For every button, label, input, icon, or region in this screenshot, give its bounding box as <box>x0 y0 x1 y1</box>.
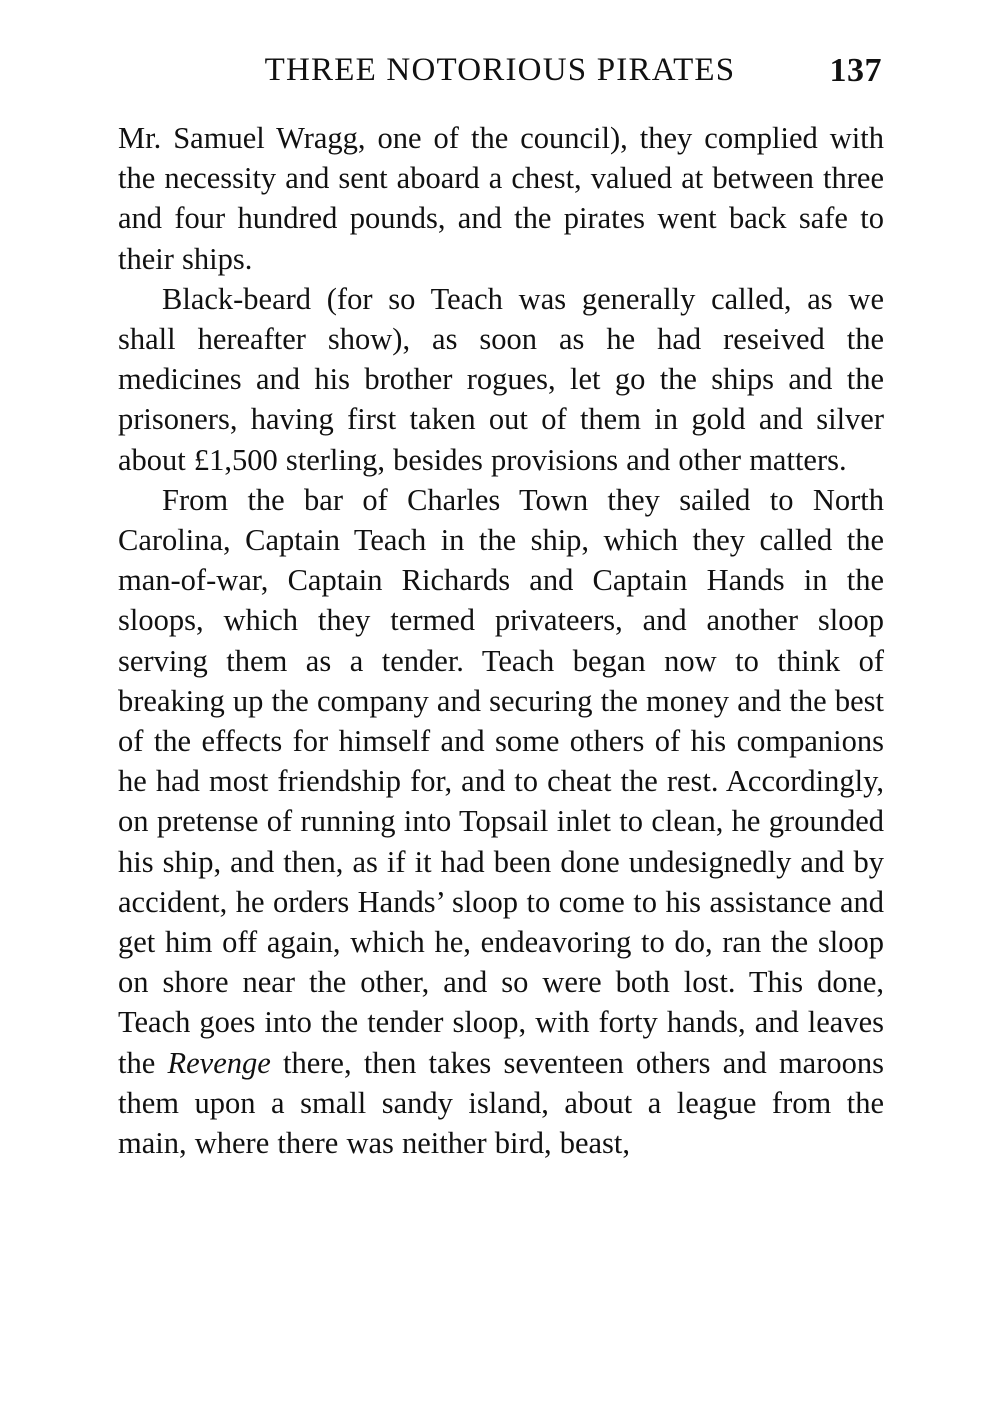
paragraph-3-part-1: From the bar of Charles Town they sailed to North Carolina, Captain Teach in the ship, which they called the man-of-war, Captain Richards and Captain Hands in the sloops, which they termed privateers, and another sloop serving them as a tender. Teach began now to think of breaking up the company and securing the money and the best of the effects for himself and some others of his companions he had most friendship for, and to cheat the rest. Accordingly, on pretense of running into Topsail inlet to clean, he grounded his ship, and then, as if it had been done undesignedly and by accident, he orders Hands’ sloop to come to his assistance and get him off again, which he, endeavoring to do, ran the sloop on shore near the other, and so were both lost. This done, Teach goes into the tender sloop, with forty hands, and leaves the <box>118 482 884 1080</box>
body-text <box>118 118 884 1163</box>
paragraph-3 <box>118 480 884 1163</box>
paragraph-1: Mr. Samuel Wragg, one of the council), they complied with the necessity and sent aboard a chest, valued at between three and four hundred pounds, and the pirates went back safe to their ships. <box>118 121 884 276</box>
italic-ship-name: Revenge <box>167 1045 271 1080</box>
page-number: 137 <box>829 52 882 89</box>
paragraph-2: Black-beard (for so Teach was generally called, as we shall hereafter show), as soon as he had reseived the medicines and his brother rogues, let go the ships and the prisoners, having first taken out of them in gold and silver about £1,500 sterling, besides provisions and other matters. <box>118 281 884 477</box>
running-head <box>118 52 882 89</box>
page-title: THREE NOTORIOUS PIRATES <box>264 52 736 88</box>
paragraph-3-part-2: there, then takes seventeen others and maroons them upon a small sandy island, about a league from the main, where there was neither bird, beast, <box>118 1045 884 1161</box>
